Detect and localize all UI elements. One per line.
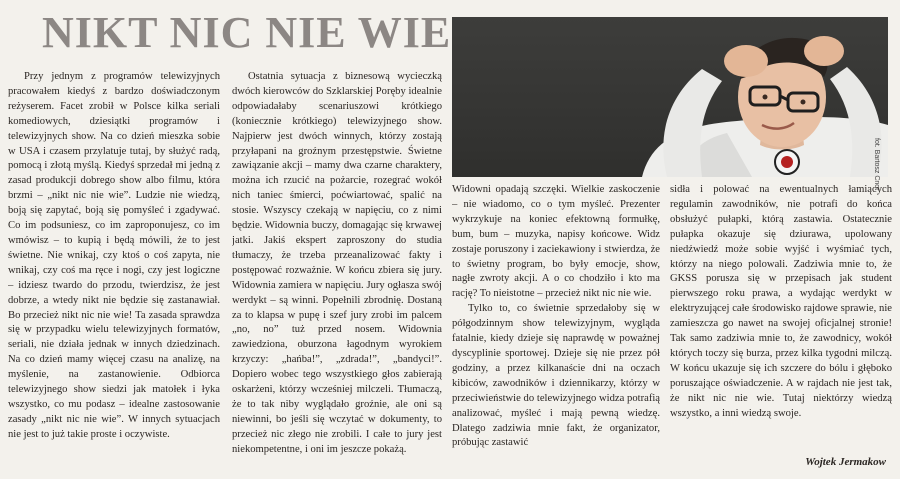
article-column-3 — [452, 183, 660, 475]
paragraph: Tylko to, co świetnie sprzedałoby się w półgodzinnym show telewizyjnym, wygląda fatalnie, kiedy dzieje się naprawdę w poważnej dyscyplinie sportowej. Dzieje się nie przez pół godziny, a przez kilkanaście dni na oczach kibiców, zawodników i dziennikarzy, którzy w przeciwieństwie do telewizyjnego widza potrafią analizować, myśleć i mają pewną wiedzę. Dlatego zadziwia mnie fakt, że organizator, próbując zastawić — [452, 303, 660, 449]
paragraph: Ostatnia sytuacja z biznesową wycieczką dwóch kierowców do Szklarskiej Poręby idealnie odpowiadałaby scenariuszowi krótkiego (koniecznie krótkiego) telewizyjnego show. Najpierw jest dwóch winnych, którzy zostają przyłapani na groźnym przestępstwie. Świetne zawiązanie akcji – mamy dwa czarne charaktery, można ich rzucić na pożarcie, rozegrać wokół nich taniec śmierci, poćwiartować, spalić na stosie. Wszyscy czekają w napięciu, co z nimi będzie. Widownia buczy, domagając się krwawej jatki. Jakiś ekspert zaproszony do studia tłumaczy, że trzeba przeanalizować fakty i postępować rozważnie. W końcu zbiera się jury. Widownia zamiera w napięciu. Jury ogłasza swój werdykt – są winni. Popełnili zbrodnię. Dostaną za to klapsa w pupę i szef jury zrobi im palcem „no, no” tuż przed nosem. Widownia zawiedziona, oburzona łagodnym wyrokiem krzyczy: „hańba!”, „zdrada!”, „bandyci!”. Dopiero wobec tego wszystkiego głos zabierają oskarżeni, którzy wcześniej milczeli. Tłumaczą, że to tak niby wyglądało groźnie, ale oni są niewinni, bo jeśli się wczytać w dokumenty, to przecież nic złego nie zrobili. I całe to jury jest niekompetentne, i oni im jeszcze pokażą. — [232, 71, 442, 455]
article-column-2 — [232, 70, 442, 475]
man-with-glasses-illustration — [452, 17, 888, 177]
photo-credit: fot. Bartosz Cnot — [873, 138, 880, 191]
paragraph: sidła i polować na ewentualnych łamiących regulamin zawodników, nie potrafi do końca obsłużyć pułapki, którą zastawia. Ostatecznie pułapka okazuje się dziurawa, upolowany niedźwiedź może sobie wyjść i wyśmiać tych, którzy na niego polowali. Zadziwia mnie to, że GKSS porusza się w przepisach jak student pierwszego roku prawa, a wydając werdykt w elektryzującej całe środowisko rajdowe sprawie, nie zamieszcza go nawet na swojej oficjalnej stronie! Tak samo zadziwia mnie to, że zawodnicy, wokół których toczy się burza, przez kilka tygodni milczą. W końcu ukazuje się ich szczere do bólu i głęboko poruszające oświadczenie. A w rajdach nie jest tak, że nikt nic nie wie. Tutaj niektórzy wiedzą wszystko, a inni wiedzą swoje. — [670, 184, 892, 419]
author-signature: Wojtek Jermakow — [805, 456, 886, 468]
paragraph: Przy jednym z programów telewizyjnych pracowałem kiedyś z bardzo doświadczonym reżyserem. Facet zrobił w Polsce kilka seriali komediowych, dziesiątki programów i telewizyjnych show. Na co dzień mieszka sobie w USA i czasem przylatuje tutaj, by służyć radą, pomocą i złotą myślą. Kiedyś sprzedał mi jedną z zasad produkcji dobrego show albo filmu, która brzmi – „nikt nic nie wie”. Ludzie nie wiedzą, boją się zapytać, boją się pomyśleć i zgadywać. Co im podsuniesz, co im zaproponujesz, co im wmówisz – to kupią i będą mówili, że to jest świetne. Nie wnikaj, czy ktoś o coś zapyta, nie wnikaj, czy coś ma ręce i nogi, czy jest logiczne – idziesz twardo do przodu, twierdzisz, że jest dobrze, a wtedy nikt nie będzie się zastanawiał. Bo przecież nikt nic nie wie! Ta zasada sprawdza się w przypadku wielu telewizyjnych formatów, seriali, nie działa jednak w innych dziedzinach. Na co dzień mamy więcej czasu na analizę, na myślenie, na zastanowienie. Odbiorca telewizyjnego show siedzi jak matołek i łyka wszystko, co mu podasz – idealne zastosowanie zasady „nikt nic nie wie”. W innych sytuacjach nie jest to już takie proste i oczywiste. — [8, 71, 220, 440]
article-column-1 — [8, 70, 220, 475]
paragraph: Widowni opadają szczęki. Wielkie zaskoczenie – nie wiadomo, co o tym myśleć. Prezenter wykrzykuje na koniec efektowną formułkę, bum, bum – muzyka, napisy końcowe. Widz zostaje poruszony i zaciekawiony i stwierdza, że to świetny program, bo były emocje, show, nagłe zwroty akcji. A o co chodziło i kto ma rację? To nieistotne – przecież nikt nic nie wie. — [452, 184, 660, 300]
article-column-4 — [670, 183, 892, 448]
article-title: NIKT NIC NIE WIE — [42, 8, 452, 57]
author-photo — [452, 17, 888, 177]
